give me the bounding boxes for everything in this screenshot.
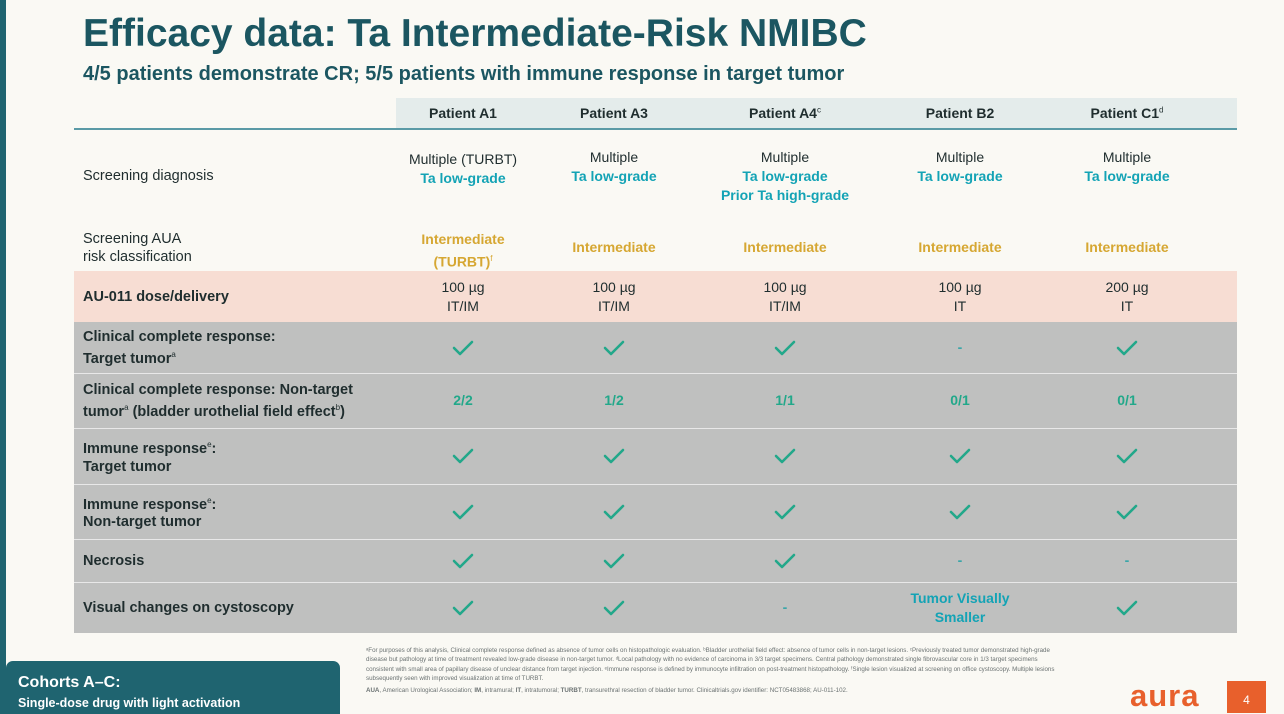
check-icon bbox=[603, 447, 625, 465]
table-row-screening-diagnosis bbox=[74, 148, 1237, 204]
table-row-immune-nontarget bbox=[74, 484, 1237, 539]
cohort-subtitle: Single-dose drug with light activation bbox=[18, 696, 241, 710]
cell-diagnosis-b2: Multiple Ta low-grade bbox=[917, 149, 1003, 184]
slide-subtitle: 4/5 patients demonstrate CR; 5/5 patients with immune response in target tumor bbox=[83, 63, 845, 85]
header-patient-a3: Patient A3 bbox=[580, 105, 648, 121]
check-icon bbox=[452, 447, 474, 465]
cell-dose-c1: 200 µg IT bbox=[1105, 279, 1149, 314]
check-icon bbox=[452, 552, 474, 570]
slide-title: Efficacy data: Ta Intermediate-Risk NMIBC bbox=[83, 12, 867, 55]
cell-dose-a3: 100 µg IT/IM bbox=[592, 279, 636, 314]
cohort-callout bbox=[6, 661, 340, 714]
cell-dose-b2: 100 µg IT bbox=[938, 279, 982, 314]
cell-dose-a1: 100 µg IT/IM bbox=[441, 279, 485, 314]
check-icon bbox=[603, 552, 625, 570]
check-icon bbox=[452, 339, 474, 357]
table-row-immune-target bbox=[74, 428, 1237, 484]
cell-aua-a3: Intermediate bbox=[572, 239, 656, 255]
page-number: 4 bbox=[1227, 681, 1266, 713]
table-row-ccr-target bbox=[74, 322, 1237, 373]
left-accent-bar bbox=[0, 0, 6, 714]
aura-logo: aura bbox=[1130, 678, 1200, 713]
dash-ccr_target-b2: - bbox=[957, 338, 963, 355]
check-icon bbox=[603, 503, 625, 521]
check-icon bbox=[774, 503, 796, 521]
row-label-necrosis: Necrosis bbox=[83, 552, 145, 569]
table-row-aua-risk bbox=[74, 226, 1237, 270]
cell-ccr-nontarget-c1: 0/1 bbox=[1117, 392, 1137, 408]
cell-diagnosis-a4: Multiple Ta low-grade Prior Ta high-grade bbox=[720, 149, 850, 203]
header-patient-a4: Patient A4$^c$ bbox=[749, 105, 821, 121]
check-icon bbox=[949, 447, 971, 465]
header-patient-a1: Patient A1 bbox=[429, 105, 497, 121]
cell-aua-c1: Intermediate bbox=[1085, 239, 1169, 255]
row-label-screening-diagnosis: Screening diagnosis bbox=[83, 168, 214, 184]
cell-diagnosis-c1: Multiple Ta low-grade bbox=[1084, 149, 1170, 184]
check-icon bbox=[1116, 447, 1138, 465]
row-label-ccr-nontarget: Clinical complete response: Non-target tumor$^a$ (bladder urothelial field effect$^b$) bbox=[83, 381, 353, 420]
dash-necrosis-c1: - bbox=[1124, 551, 1130, 568]
cell-visual-b2: Tumor Visually Smaller bbox=[910, 590, 1010, 625]
row-label-aua-risk: Screening AUA risk classification bbox=[83, 231, 192, 265]
check-icon bbox=[774, 447, 796, 465]
cell-aua-a4: Intermediate bbox=[743, 239, 827, 255]
table-header-divider bbox=[74, 128, 1237, 130]
check-icon bbox=[452, 599, 474, 617]
cell-dose-a4: 100 µg IT/IM bbox=[763, 279, 807, 314]
check-icon bbox=[603, 599, 625, 617]
dash-necrosis-b2: - bbox=[957, 551, 963, 568]
check-icon bbox=[452, 503, 474, 521]
cell-diagnosis-a1: Multiple (TURBT) Ta low-grade bbox=[408, 151, 518, 186]
cell-ccr-nontarget-a3: 1/2 bbox=[604, 392, 624, 408]
check-icon bbox=[774, 552, 796, 570]
check-icon bbox=[774, 339, 796, 357]
cell-ccr-nontarget-a1: 2/2 bbox=[453, 392, 473, 408]
check-icon bbox=[1116, 503, 1138, 521]
check-icon bbox=[603, 339, 625, 357]
cell-aua-b2: Intermediate bbox=[918, 239, 1002, 255]
dash-visual-a4: - bbox=[782, 598, 788, 615]
footnotes: ᵃFor purposes of this analysis, Clinical complete response defined as absence of tumor cells on histopathologic evaluation. ᵇBladder urothelial field effect: absence of tumor cells in non-target lesions. ᶜPreviously treated tumor demonstrated high-grade disease but pathology at time of treatment revealed low-grade disease in non-target tumor. ᵈLocal pathology with no evidence of carcinoma in 3/3 target specimens. Central pathology demonstrated single fibrovascular core in 1/3 target specimens consistent with small area of papillary disease of unclear distance from target injection. ᵉImmune response is defined by immunocyte infiltration on post-treatment histopathology. ᶠSingle lesion visualized at screening on office cystoscopy. Multiple lesions subsequently seen with improved visualization at time of TURBT. AUA, American Urological Association; IM, intramural; IT, intratumoral; TURBT, transurethral resection of bladder tumor. Clinicaltrials.gov identifier: NCT05483868; AU-011-102. bbox=[366, 647, 1055, 694]
cell-ccr-nontarget-b2: 0/1 bbox=[950, 392, 970, 408]
check-icon bbox=[1116, 599, 1138, 617]
row-label-visual-changes: Visual changes on cystoscopy bbox=[83, 599, 294, 616]
cell-diagnosis-a3: Multiple Ta low-grade bbox=[571, 149, 657, 184]
header-patient-c1: Patient C1$^d$ bbox=[1090, 105, 1164, 121]
cohort-title: Cohorts A–C: bbox=[18, 674, 121, 691]
cell-aua-a1: Intermediate (TURBT)$^f$ bbox=[421, 231, 505, 270]
row-label-immune-nontarget: Immune response$^e$: Non-target tumor bbox=[83, 495, 217, 531]
table-row-dose bbox=[74, 271, 1237, 322]
table-row-ccr-nontarget bbox=[74, 373, 1237, 428]
cell-ccr-nontarget-a4: 1/1 bbox=[775, 392, 795, 408]
table-row-necrosis bbox=[74, 539, 1237, 582]
check-icon bbox=[949, 503, 971, 521]
check-icon bbox=[1116, 339, 1138, 357]
header-patient-b2: Patient B2 bbox=[925, 105, 995, 121]
row-label-immune-target: Immune response$^e$: Target tumor bbox=[83, 440, 217, 475]
row-label-ccr-target: Clinical complete response: Target tumor$^a$ bbox=[83, 328, 276, 367]
table-row-visual-changes bbox=[74, 582, 1237, 633]
row-label-dose: AU-011 dose/delivery bbox=[83, 288, 229, 305]
